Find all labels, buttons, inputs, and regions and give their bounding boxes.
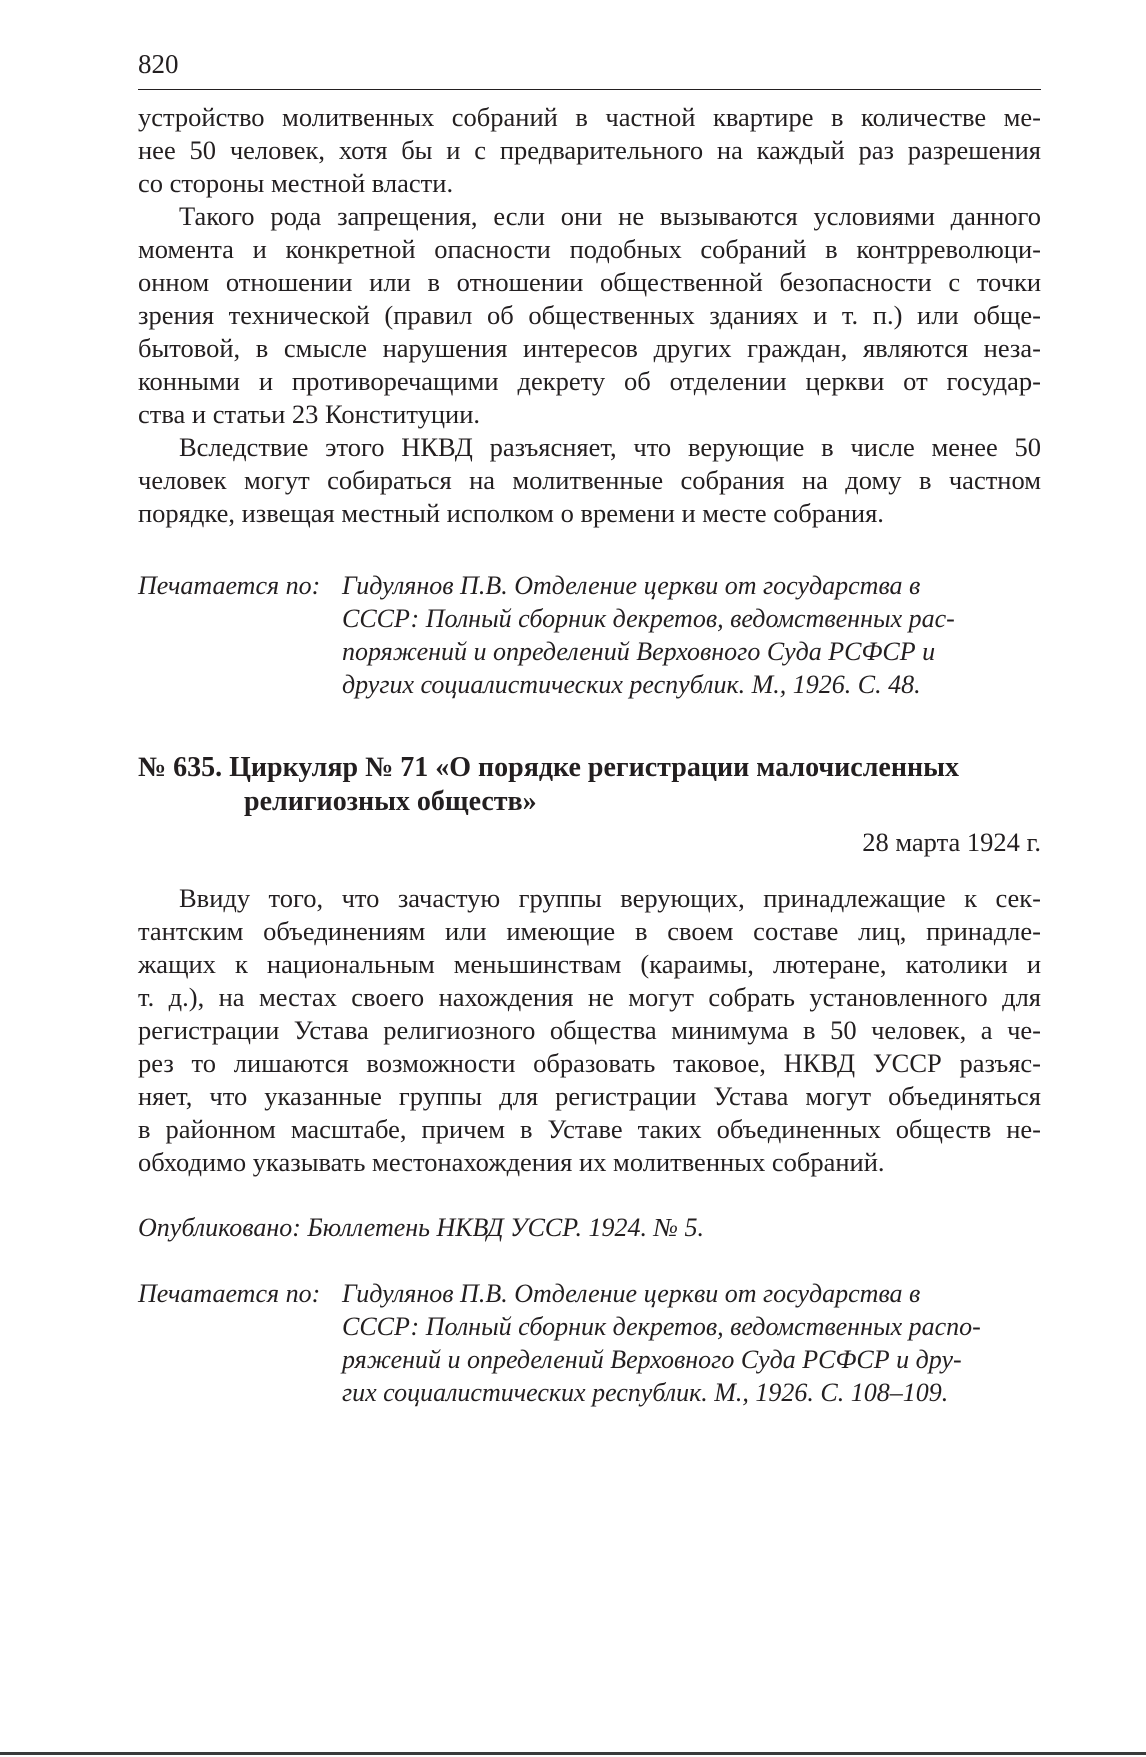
text-line: бытовой, в смысле нарушения интересов других граждан, являются неза- (138, 333, 1041, 363)
source-line: гих социалистических республик. М., 1926. С. 108–109. (342, 1378, 949, 1407)
text-line: няет, что указанные группы для регистрации Устава могут объединяться (138, 1081, 1041, 1111)
source-line: СССР: Полный сборник декретов, ведомственных распо- (342, 1312, 981, 1341)
text-line: в районном масштабе, причем в Уставе таких объединенных обществ не- (138, 1114, 1041, 1144)
text-line: конными и противоречащими декрету об отделении церкви от государ- (138, 366, 1041, 396)
document-date: 28 марта 1924 г. (862, 827, 1041, 857)
text-line: рез то лишаются возможности образовать таковое, НКВД УССР разъяс- (138, 1048, 1041, 1078)
text-line: Ввиду того, что зачастую группы верующих, принадлежащие к сек- (179, 883, 1041, 913)
header-rule (138, 89, 1041, 90)
scan-edge (0, 1752, 1146, 1755)
document-heading (138, 751, 1041, 819)
text-line: ства и статьи 23 Конституции. (138, 399, 481, 429)
text-line: т. д.), на местах своего нахождения не могут собрать установленного для (138, 982, 1041, 1012)
text-line: устройство молитвенных собраний в частной квартире в количестве ме- (138, 102, 1041, 132)
source-line: других социалистических республик. М., 1926. С. 48. (342, 670, 921, 699)
source-line: поряжений и определений Верховного Суда РСФСР и (342, 637, 936, 666)
source-text (342, 1277, 981, 1409)
text-line: нее 50 человек, хотя бы и с предварительного на каждый раз разрешения (138, 135, 1041, 165)
paragraph-nkvd-explains (138, 431, 1041, 530)
text-line: порядке, извещая местный исполком о времени и месте собрания. (138, 498, 884, 528)
text-line: человек могут собираться на молитвенные собрания на дому в частном (138, 465, 1041, 495)
source-label: Печатается по: (138, 571, 321, 600)
document-body (138, 882, 1041, 1179)
source-line: Гидулянов П.В. Отделение церкви от государства в (342, 1279, 921, 1308)
source-text (342, 569, 955, 701)
text-line: регистрации Устава религиозного общества минимума в 50 человек, а че- (138, 1015, 1041, 1045)
text-line: обходимо указывать местонахождения их молитвенных собраний. (138, 1147, 885, 1177)
published-text: Опубликовано: Бюллетень НКВД УССР. 1924. № 5. (138, 1213, 705, 1242)
source-line: ряжений и определений Верховного Суда РСФСР и дру- (342, 1345, 962, 1374)
paragraph-prohibitions (138, 200, 1041, 431)
text-line: момента и конкретной опасности подобных собраний в контрреволюци- (138, 234, 1041, 264)
heading-line: № 635. Циркуляр № 71 «О порядке регистрации малочисленных (138, 752, 959, 783)
text-line: Такого рода запрещения, если они не вызываются условиями данного (179, 201, 1041, 231)
text-line: тантским объединениям или имеющие в своем составе лиц, принадле- (138, 916, 1041, 946)
text-line: жащих к национальным меньшинствам (караимы, лютеране, католики и (138, 949, 1041, 979)
text-line: зрения технической (правил об общественных зданиях и т. п.) или обще- (138, 300, 1041, 330)
text-line: онном отношении или в отношении общественной безопасности с точки (138, 267, 1041, 297)
source-label: Печатается по: (138, 1279, 321, 1308)
source-line: Гидулянов П.В. Отделение церкви от государства в (342, 571, 921, 600)
heading-line: религиозных обществ» (244, 786, 537, 817)
continuation-paragraph (138, 101, 1041, 200)
text-line: со стороны местной власти. (138, 168, 454, 198)
source-line: СССР: Полный сборник декретов, ведомственных рас- (342, 604, 955, 633)
page-number: 820 (138, 49, 179, 79)
text-line: Вследствие этого НКВД разъясняет, что верующие в числе менее 50 (179, 432, 1041, 462)
